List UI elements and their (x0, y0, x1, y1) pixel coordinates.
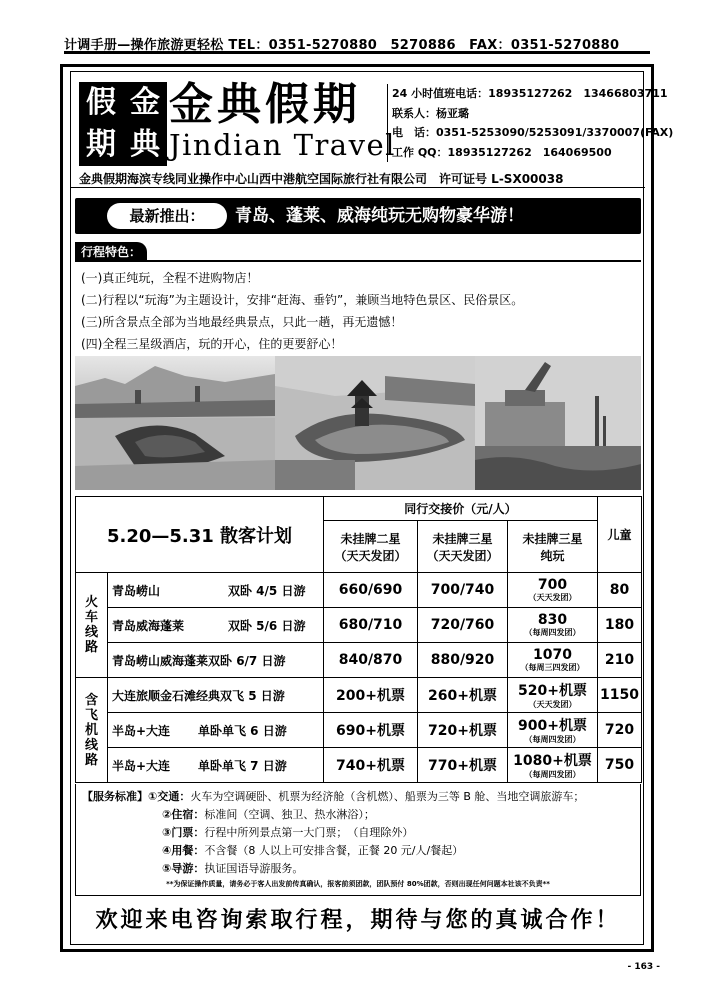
phone: 电 话：0351-5253090/5253091/3370007(FAX) (392, 126, 674, 139)
price-value: 520+机票 (518, 683, 587, 699)
agency-info: 金典假期海滨专线同业操作中心山西中港航空国际旅行社有限公司 许可证号 L-SX00038 (71, 170, 645, 188)
flyer-frame (60, 64, 674, 952)
banner-title: 青岛、蓬莱、威海纯玩无购物豪华游！ (235, 206, 524, 226)
route-detail: 双卧 4/5 日游 (228, 583, 306, 598)
service-row (82, 824, 634, 842)
group-label-text: 含飞机线路 (84, 692, 98, 768)
col-header-main: 未挂牌三星 (432, 531, 493, 546)
price-value: 1070 (533, 647, 572, 663)
price-cell (508, 678, 598, 713)
feature-item: (一)真正纯玩，全程不进购物店！ (81, 271, 259, 285)
price-note: （每周四发团） (524, 735, 581, 744)
kid-price: 750 (598, 748, 642, 783)
col-header-main: 未挂牌三星 (522, 531, 583, 546)
price-table (75, 496, 642, 783)
col-header-sub: （天天发团） (334, 548, 407, 563)
col-header (324, 521, 418, 573)
route-detail: 双卧 6/7 日游 (208, 653, 286, 668)
kid-price: 720 (598, 713, 642, 748)
route-cell (108, 573, 324, 608)
service-text: 行程中所列景点第一大门票； （自理除外） (204, 826, 414, 839)
plan-title: 5.20—5.31 散客计划 (76, 497, 324, 573)
feature-item: (三)所含景点全部为当地最经典景点，只此一趟，再无遗憾！ (81, 315, 403, 329)
service-text: 不含餐（8 人以上可安排含餐，正餐 20 元/人/餐起） (204, 844, 464, 857)
contact-person: 联系人：杨亚璐 (392, 106, 469, 120)
col-header-sub: （天天发团） (426, 548, 499, 563)
price-note: （天天发团） (528, 700, 577, 709)
flyer-inner (70, 71, 674, 945)
route-name: 大连旅顺金石滩经典 (112, 688, 221, 703)
brand-name-cn: 金典假期 (169, 79, 361, 130)
service-row (82, 860, 634, 878)
price-value: 1080+机票 (513, 753, 592, 769)
price-note: （天天发团） (528, 593, 577, 602)
price-cell (508, 573, 598, 608)
brand-logo (79, 82, 167, 166)
price-cell: 880/920 (418, 643, 508, 678)
qq: 工作 QQ：18935127262 164069500 (392, 145, 612, 159)
service-key: ③门票： (162, 826, 205, 839)
service-key: ⑤导游： (162, 862, 205, 875)
service-text: 执证国语导游服务。 (204, 862, 304, 875)
price-value: 700 (537, 577, 568, 593)
group-label-train (76, 573, 108, 678)
kid-price: 80 (598, 573, 642, 608)
banner-tag: 最新推出： (107, 203, 227, 229)
feature-item: (四)全程三星级酒店，玩的开心，住的更要舒心！ (81, 337, 343, 351)
price-cell: 740+机票 (324, 748, 418, 783)
closing-tagline: 欢迎来电咨询索取行程，期待与您的真诚合作！ (95, 907, 621, 933)
header-tagline: 计调手册—操作旅游更轻松 TEL：0351-5270880 5270886 FAX：0351-5270880 (64, 34, 650, 54)
logo-char: 期 (86, 127, 116, 162)
features-heading (75, 242, 641, 262)
contact-block (387, 84, 674, 162)
route-detail: 双飞 5 日游 (220, 688, 285, 703)
route-cell (108, 678, 324, 713)
route-cell (108, 643, 324, 678)
photo-strip (75, 356, 641, 490)
route-detail: 单卧单飞 7 日游 (198, 758, 287, 773)
route-cell (108, 713, 324, 748)
price-cell: 770+机票 (418, 748, 508, 783)
route-cell (108, 748, 324, 783)
price-cell: 720+机票 (418, 713, 508, 748)
features-heading-label: 行程特色： (75, 242, 147, 262)
kid-price: 180 (598, 608, 642, 643)
route-name: 青岛崂山威海蓬莱 (112, 653, 209, 668)
hotline: 24 小时值班电话：18935127262 13466803711 (392, 87, 668, 100)
price-note: （每周四发团） (524, 770, 581, 779)
col-header-main: 未挂牌二星 (340, 531, 401, 546)
feature-item: (二)行程以“玩海”为主题设计，安排“赶海、垂钓”，兼顾当地特色景区、民俗景区。 (81, 293, 524, 307)
price-cell: 840/870 (324, 643, 418, 678)
service-key: ④用餐： (162, 844, 205, 857)
service-row (82, 788, 634, 806)
price-cell (508, 643, 598, 678)
price-cell (508, 713, 598, 748)
service-label: 【服务标准】 (82, 790, 148, 803)
service-warning: **为保证操作质量，请务必于客人出发前传真确认，报客前须团款，团队预付 80%团款，否则出现任何问题本社该不负责** (166, 880, 550, 888)
photo-coastal-monument (475, 356, 641, 490)
price-cell: 690+机票 (324, 713, 418, 748)
price-cell (508, 748, 598, 783)
logo-char: 金 (130, 85, 160, 120)
logo-char: 假 (86, 85, 116, 120)
photo-pavilion-pier (275, 356, 475, 490)
price-cell: 700/740 (418, 573, 508, 608)
group-label-air (76, 678, 108, 783)
route-name: 青岛威海蓬莱 (112, 618, 185, 633)
price-note: （每周三四发团） (520, 663, 585, 672)
price-cell: 200+机票 (324, 678, 418, 713)
price-header: 同行交接价（元/人） (324, 497, 598, 521)
route-cell (108, 608, 324, 643)
logo-char: 典 (130, 127, 160, 162)
price-cell: 680/710 (324, 608, 418, 643)
kid-price: 1150 (598, 678, 642, 713)
route-detail: 双卧 5/6 日游 (228, 618, 306, 633)
route-name: 青岛崂山 (112, 583, 161, 598)
route-name: 半岛+大连 (112, 723, 171, 738)
route-detail: 单卧单飞 6 日游 (198, 723, 287, 738)
price-cell (508, 608, 598, 643)
col-header-sub: 纯玩 (540, 548, 565, 563)
photo-island-city (75, 356, 275, 490)
service-text: 火车为空调硬卧、机票为经济舱（含机燃）、船票为三等 B 舱、当地空调旅游车； (190, 790, 585, 803)
price-cell: 660/690 (324, 573, 418, 608)
col-header (418, 521, 508, 573)
route-name: 半岛+大连 (112, 758, 171, 773)
service-row (82, 806, 634, 824)
page-number: - 163 - (627, 962, 660, 972)
brand-name-en: Jindian Travel (169, 128, 396, 162)
service-standards (75, 784, 641, 896)
group-label-text: 火车线路 (84, 595, 98, 655)
price-note: （每周四发团） (524, 628, 581, 637)
price-cell: 720/760 (418, 608, 508, 643)
service-text: 标准间（空调、独卫、热水淋浴）； (204, 808, 375, 821)
service-key: ②住宿： (162, 808, 205, 821)
col-header (508, 521, 598, 573)
price-value: 900+机票 (518, 718, 587, 734)
price-value: 830 (537, 612, 568, 628)
service-row (82, 842, 634, 860)
kid-header: 儿童 (598, 497, 642, 573)
kid-price: 210 (598, 643, 642, 678)
price-cell: 260+机票 (418, 678, 508, 713)
service-key: ①交通： (148, 790, 191, 803)
promo-banner (75, 198, 641, 234)
